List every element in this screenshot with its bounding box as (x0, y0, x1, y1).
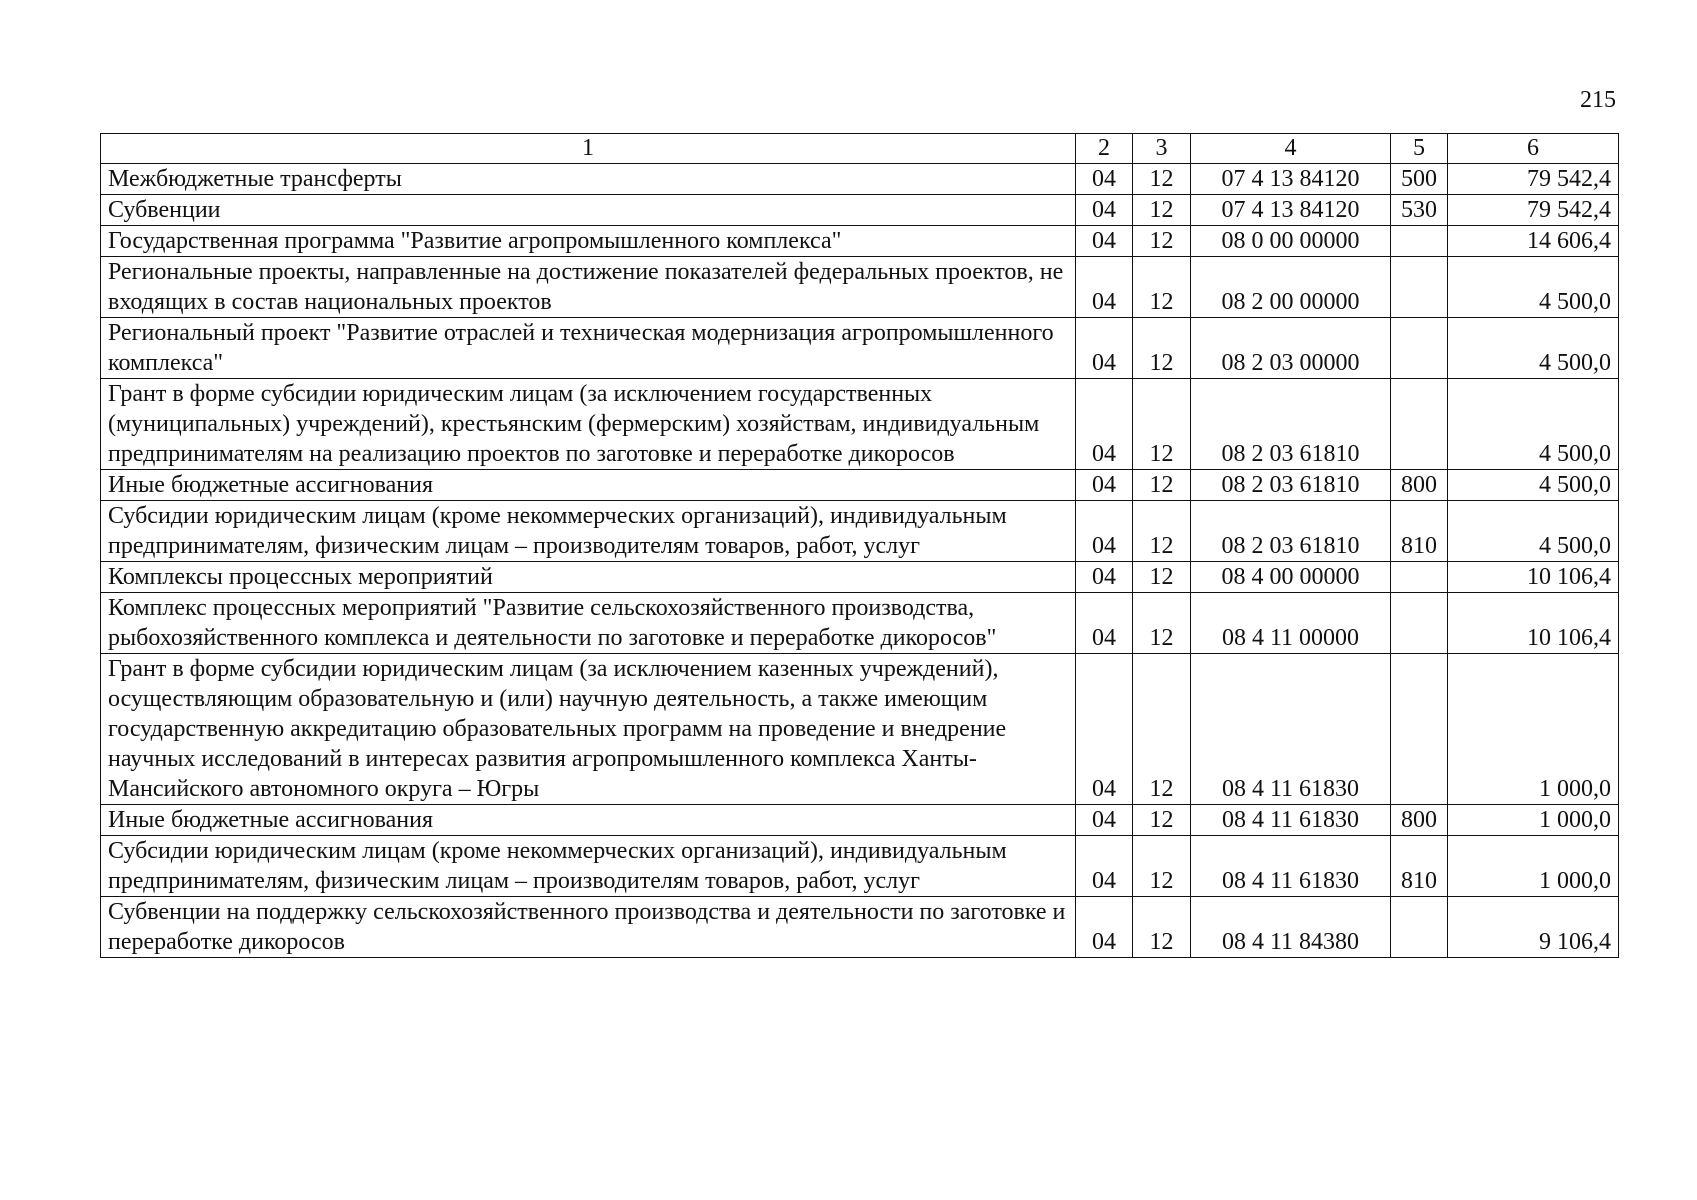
amount-cell: 4 500,0 (1448, 501, 1619, 562)
item-name-cell: Иные бюджетные ассигнования (101, 470, 1076, 501)
target-article-cell: 08 2 03 00000 (1191, 318, 1391, 379)
column-header-6: 6 (1448, 134, 1619, 164)
amount-cell: 14 606,4 (1448, 226, 1619, 257)
expense-type-cell (1391, 379, 1448, 470)
target-article-cell: 08 0 00 00000 (1191, 226, 1391, 257)
column-header-5: 5 (1391, 134, 1448, 164)
subsection-code-cell: 12 (1133, 805, 1191, 836)
page-number: 215 (1580, 87, 1616, 113)
column-header-3: 3 (1133, 134, 1191, 164)
section-code-cell: 04 (1076, 897, 1133, 958)
table-row (101, 164, 1619, 195)
column-header-4: 4 (1191, 134, 1391, 164)
column-header-1: 1 (101, 134, 1076, 164)
subsection-code-cell: 12 (1133, 836, 1191, 897)
item-name-cell: Государственная программа "Развитие агропромышленного комплекса" (101, 226, 1076, 257)
subsection-code-cell: 12 (1133, 501, 1191, 562)
subsection-code-cell: 12 (1133, 164, 1191, 195)
subsection-code-cell: 12 (1133, 654, 1191, 805)
amount-cell: 4 500,0 (1448, 379, 1619, 470)
expense-type-cell: 530 (1391, 195, 1448, 226)
expense-type-cell (1391, 226, 1448, 257)
item-name-cell: Грант в форме субсидии юридическим лицам (за исключением казенных учреждений), осуществляющим образовательную и (или) научную деятельность, а также имеющим государственную аккредитацию образовательных программ на проведение и внедрение научных исследований в интересах развития агропромышленного комплекса Ханты-Мансийского автономного округа – Югры (101, 654, 1076, 805)
subsection-code-cell: 12 (1133, 897, 1191, 958)
section-code-cell: 04 (1076, 226, 1133, 257)
amount-cell: 4 500,0 (1448, 470, 1619, 501)
target-article-cell: 07 4 13 84120 (1191, 164, 1391, 195)
table-row (101, 593, 1619, 654)
subsection-code-cell: 12 (1133, 593, 1191, 654)
target-article-cell: 08 2 03 61810 (1191, 501, 1391, 562)
subsection-code-cell: 12 (1133, 257, 1191, 318)
target-article-cell: 08 4 11 61830 (1191, 654, 1391, 805)
expense-type-cell (1391, 654, 1448, 805)
amount-cell: 4 500,0 (1448, 257, 1619, 318)
target-article-cell: 08 2 03 61810 (1191, 379, 1391, 470)
table-row (101, 654, 1619, 805)
target-article-cell: 08 4 11 00000 (1191, 593, 1391, 654)
target-article-cell: 08 4 11 84380 (1191, 897, 1391, 958)
expense-type-cell (1391, 562, 1448, 593)
target-article-cell: 07 4 13 84120 (1191, 195, 1391, 226)
section-code-cell: 04 (1076, 805, 1133, 836)
target-article-cell: 08 4 11 61830 (1191, 836, 1391, 897)
table-row (101, 470, 1619, 501)
section-code-cell: 04 (1076, 654, 1133, 805)
item-name-cell: Грант в форме субсидии юридическим лицам (за исключением государственных (муниципальных) учреждений), крестьянским (фермерским) хозяйствам, индивидуальным предпринимателям на реализацию проектов по заготовке и переработке дикоросов (101, 379, 1076, 470)
subsection-code-cell: 12 (1133, 470, 1191, 501)
item-name-cell: Субсидии юридическим лицам (кроме некоммерческих организаций), индивидуальным предпринимателям, физическим лицам – производителям товаров, работ, услуг (101, 501, 1076, 562)
table-row (101, 226, 1619, 257)
item-name-cell: Иные бюджетные ассигнования (101, 805, 1076, 836)
amount-cell: 1 000,0 (1448, 654, 1619, 805)
table-row (101, 318, 1619, 379)
section-code-cell: 04 (1076, 195, 1133, 226)
expense-type-cell: 800 (1391, 470, 1448, 501)
table-row (101, 805, 1619, 836)
budget-table (100, 133, 1619, 958)
section-code-cell: 04 (1076, 562, 1133, 593)
target-article-cell: 08 2 03 61810 (1191, 470, 1391, 501)
expense-type-cell (1391, 593, 1448, 654)
expense-type-cell: 800 (1391, 805, 1448, 836)
table-row (101, 195, 1619, 226)
item-name-cell: Субсидии юридическим лицам (кроме некоммерческих организаций), индивидуальным предпринимателям, физическим лицам – производителям товаров, работ, услуг (101, 836, 1076, 897)
expense-type-cell (1391, 318, 1448, 379)
section-code-cell: 04 (1076, 593, 1133, 654)
target-article-cell: 08 4 00 00000 (1191, 562, 1391, 593)
item-name-cell: Комплекс процессных мероприятий "Развитие сельскохозяйственного производства, рыбохозяйственного комплекса и деятельности по заготовке и переработке дикоросов" (101, 593, 1076, 654)
amount-cell: 79 542,4 (1448, 164, 1619, 195)
table-row (101, 501, 1619, 562)
table-row (101, 379, 1619, 470)
table-body (101, 164, 1619, 958)
item-name-cell: Региональные проекты, направленные на достижение показателей федеральных проектов, не входящих в состав национальных проектов (101, 257, 1076, 318)
subsection-code-cell: 12 (1133, 195, 1191, 226)
item-name-cell: Комплексы процессных мероприятий (101, 562, 1076, 593)
section-code-cell: 04 (1076, 318, 1133, 379)
target-article-cell: 08 2 00 00000 (1191, 257, 1391, 318)
table-row (101, 257, 1619, 318)
amount-cell: 1 000,0 (1448, 836, 1619, 897)
section-code-cell: 04 (1076, 257, 1133, 318)
subsection-code-cell: 12 (1133, 379, 1191, 470)
expense-type-cell (1391, 897, 1448, 958)
amount-cell: 10 106,4 (1448, 562, 1619, 593)
expense-type-cell: 810 (1391, 501, 1448, 562)
item-name-cell: Субвенции на поддержку сельскохозяйственного производства и деятельности по заготовке и переработке дикоросов (101, 897, 1076, 958)
target-article-cell: 08 4 11 61830 (1191, 805, 1391, 836)
amount-cell: 9 106,4 (1448, 897, 1619, 958)
amount-cell: 4 500,0 (1448, 318, 1619, 379)
expense-type-cell: 810 (1391, 836, 1448, 897)
section-code-cell: 04 (1076, 501, 1133, 562)
table-row (101, 836, 1619, 897)
section-code-cell: 04 (1076, 164, 1133, 195)
subsection-code-cell: 12 (1133, 226, 1191, 257)
table-row (101, 897, 1619, 958)
item-name-cell: Субвенции (101, 195, 1076, 226)
amount-cell: 79 542,4 (1448, 195, 1619, 226)
expense-type-cell: 500 (1391, 164, 1448, 195)
amount-cell: 10 106,4 (1448, 593, 1619, 654)
item-name-cell: Региональный проект "Развитие отраслей и техническая модернизация агропромышленного комплекса" (101, 318, 1076, 379)
subsection-code-cell: 12 (1133, 562, 1191, 593)
section-code-cell: 04 (1076, 379, 1133, 470)
table-header-row (101, 134, 1619, 164)
item-name-cell: Межбюджетные трансферты (101, 164, 1076, 195)
section-code-cell: 04 (1076, 470, 1133, 501)
section-code-cell: 04 (1076, 836, 1133, 897)
column-header-2: 2 (1076, 134, 1133, 164)
expense-type-cell (1391, 257, 1448, 318)
amount-cell: 1 000,0 (1448, 805, 1619, 836)
table-row (101, 562, 1619, 593)
subsection-code-cell: 12 (1133, 318, 1191, 379)
